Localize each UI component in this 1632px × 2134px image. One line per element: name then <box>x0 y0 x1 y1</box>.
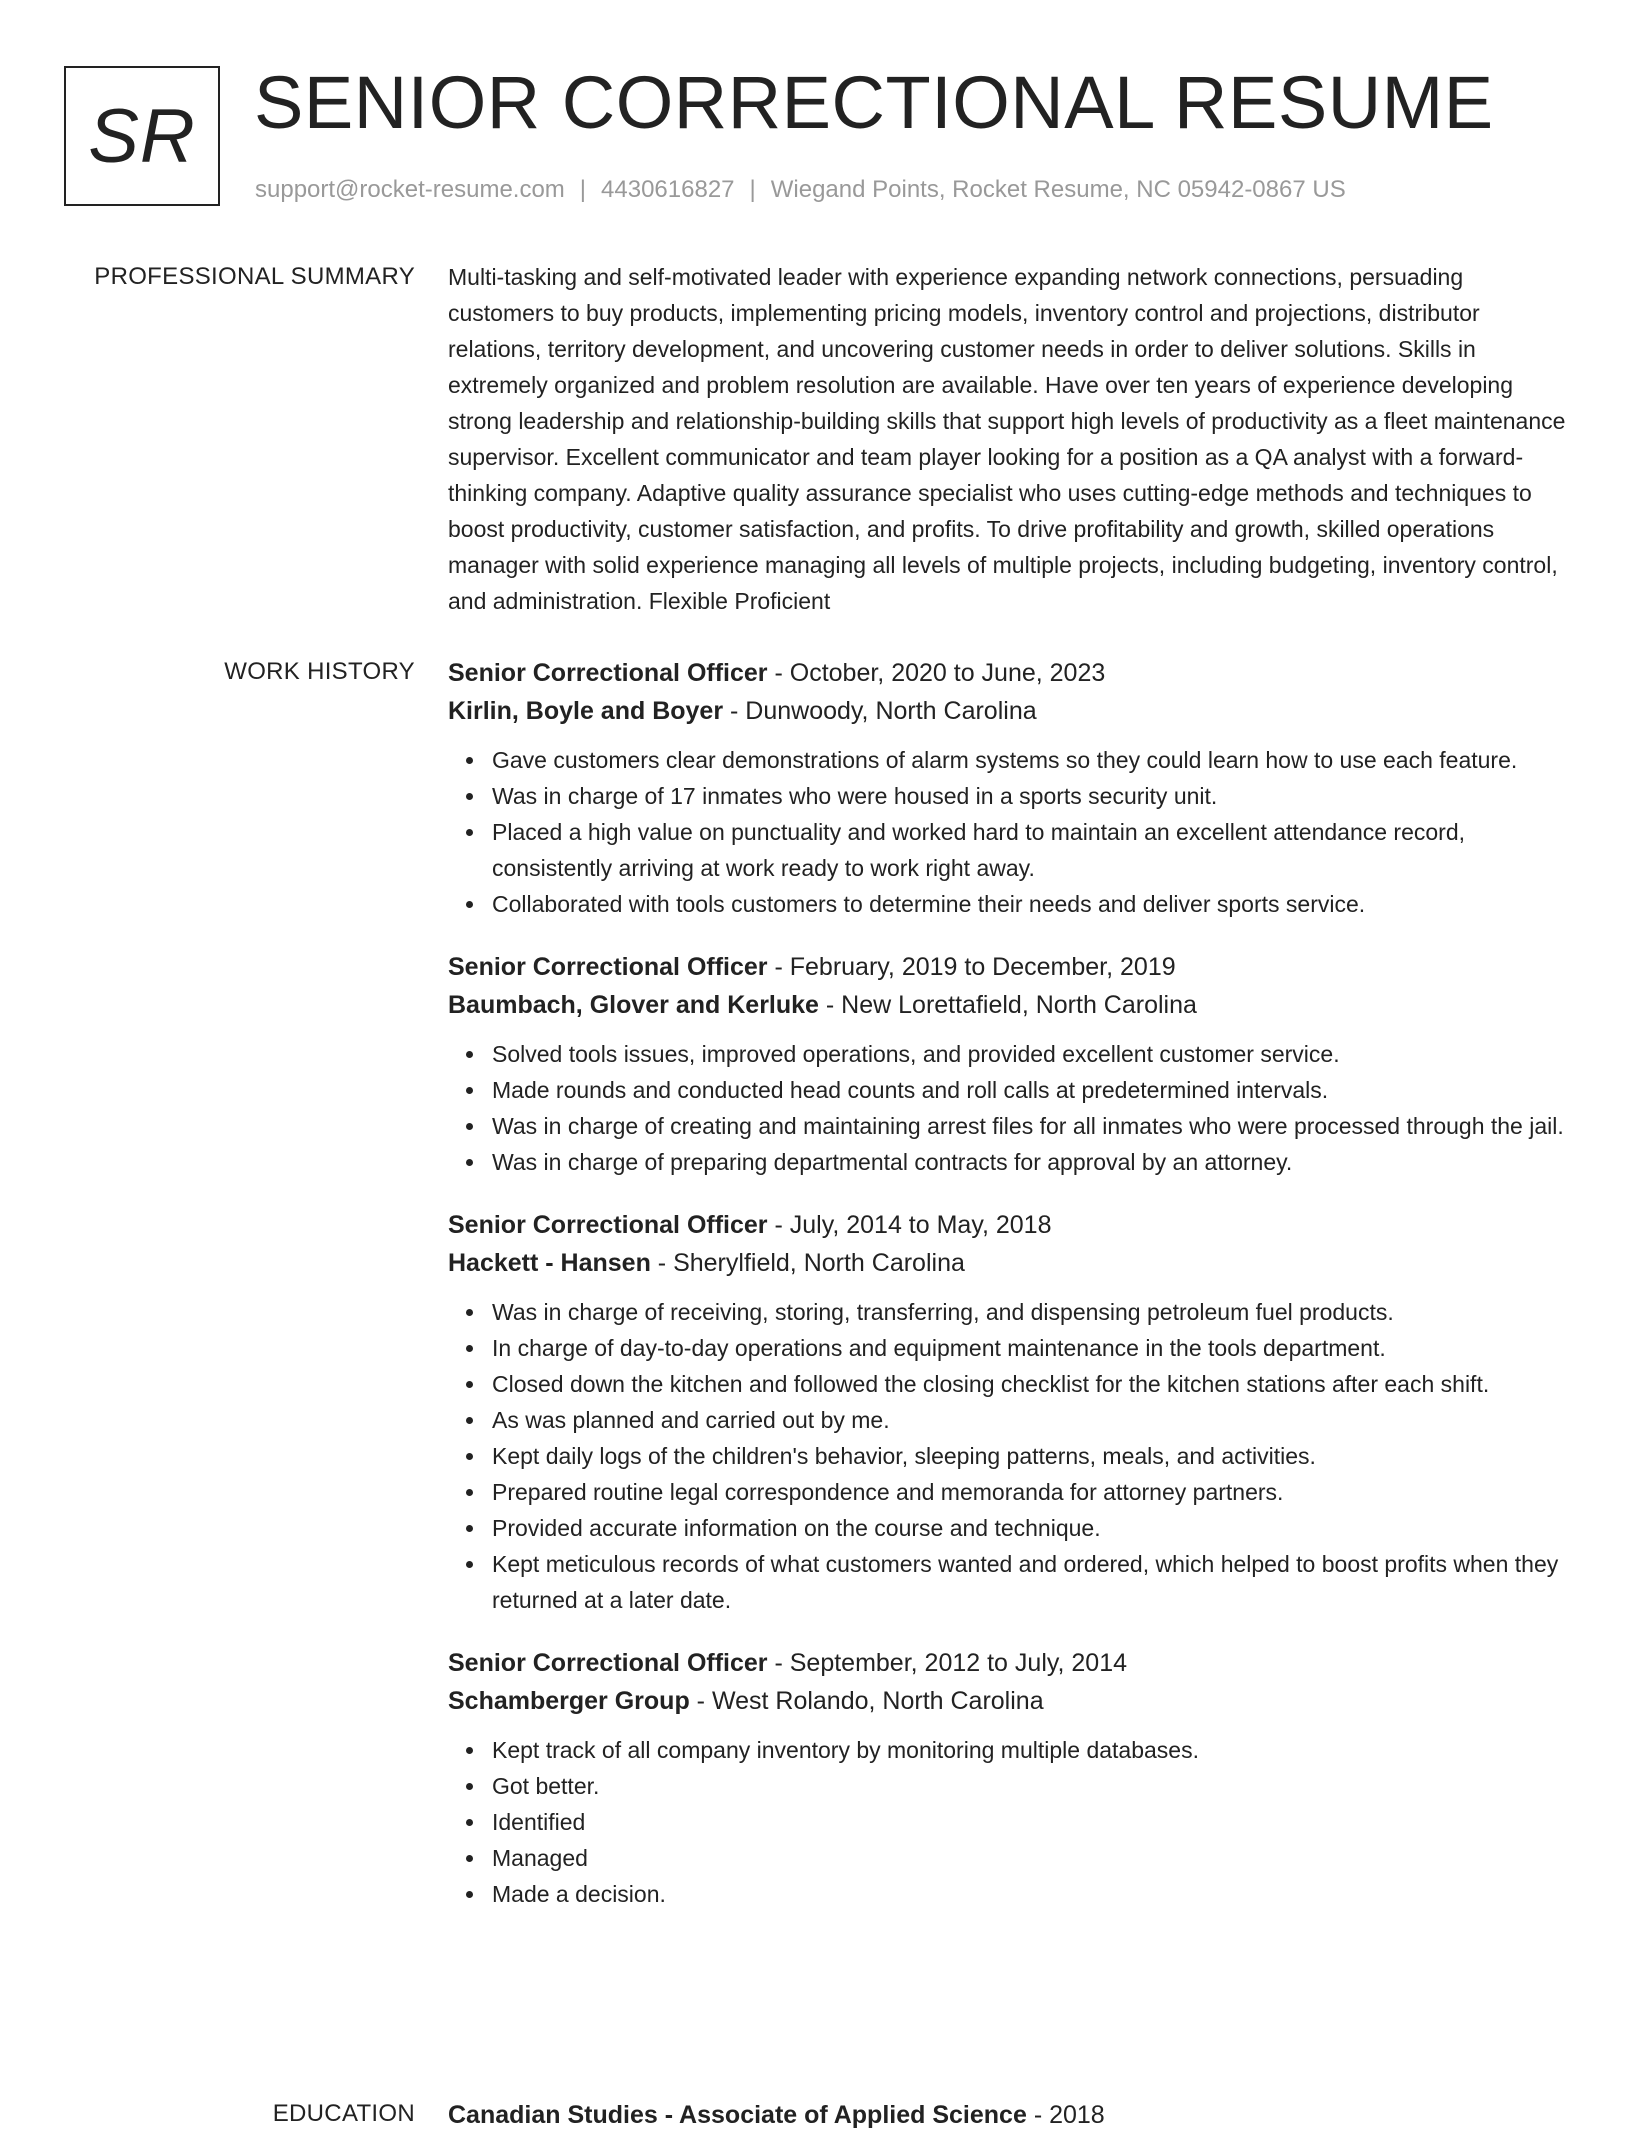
contact-address: Wiegand Points, Rocket Resume, NC 05942-0867 US <box>770 176 1346 203</box>
bullet-dot-icon <box>466 1525 473 1532</box>
education-degree: Canadian Studies - Associate of Applied Science <box>448 2101 1027 2129</box>
bullet-dot-icon <box>466 1747 473 1754</box>
job-bullet-text: As was planned and carried out by me. <box>492 1407 890 1433</box>
bullet-dot-icon <box>466 1381 473 1388</box>
work-history-list <box>448 654 1566 1938</box>
job-bullet-text: Made a decision. <box>492 1881 666 1907</box>
job-bullet-text: Kept meticulous records of what customers wanted and ordered, which helped to boost profits when they returned at a later date. <box>492 1551 1559 1613</box>
job-company: Hackett - Hansen <box>448 1249 651 1277</box>
job-bullet-item <box>492 1474 1566 1510</box>
job-bullet-item <box>492 1804 1566 1840</box>
job-bullet-text: Kept track of all company inventory by monitoring multiple databases. <box>492 1737 1199 1763</box>
job-bullet-text: Solved tools issues, improved operations, and provided excellent customer service. <box>492 1041 1340 1067</box>
job-entry <box>448 654 1566 922</box>
job-bullet-item <box>492 1732 1566 1768</box>
job-bullet-item <box>492 1402 1566 1438</box>
job-bullet-item <box>492 814 1566 886</box>
job-location: West Rolando, North Carolina <box>711 1687 1044 1715</box>
job-bullet-text: Was in charge of receiving, storing, transferring, and dispensing petroleum fuel products. <box>492 1299 1394 1325</box>
section-label-summary: PROFESSIONAL SUMMARY <box>94 263 415 290</box>
job-bullet-text: Identified <box>492 1809 586 1835</box>
job-bullet-list <box>448 742 1566 922</box>
bullet-dot-icon <box>466 1855 473 1862</box>
bullet-dot-icon <box>466 1309 473 1316</box>
job-bullet-item <box>492 1840 1566 1876</box>
job-bullet-text: Was in charge of 17 inmates who were housed in a sports security unit. <box>492 783 1218 809</box>
job-bullet-item <box>492 1072 1566 1108</box>
bullet-dot-icon <box>466 1783 473 1790</box>
job-bullet-item <box>492 778 1566 814</box>
job-bullet-text: Managed <box>492 1845 588 1871</box>
job-bullet-item <box>492 1108 1566 1144</box>
job-title-line: Senior Correctional Officer - February, 2019 to December, 2019 <box>448 953 1176 981</box>
job-bullet-text: Made rounds and conducted head counts and roll calls at predetermined intervals. <box>492 1077 1329 1103</box>
job-title: Senior Correctional Officer <box>448 1211 768 1239</box>
job-bullet-text: Placed a high value on punctuality and worked hard to maintain an excellent attendance record, consistently arriving at work ready to work right away. <box>492 819 1466 881</box>
contact-email[interactable]: support@rocket-resume.com <box>255 176 565 203</box>
job-dates: September, 2012 to July, 2014 <box>789 1649 1128 1677</box>
job-company-line: Kirlin, Boyle and Boyer - Dunwoody, North Carolina <box>448 697 1037 725</box>
job-bullet-item <box>492 1546 1566 1618</box>
page-title: SENIOR CORRECTIONAL RESUME <box>254 61 1494 144</box>
summary-body <box>448 259 1566 619</box>
job-bullet-item <box>492 1768 1566 1804</box>
job-company-line: Baumbach, Glover and Kerluke - New Lorettafield, North Carolina <box>448 991 1197 1019</box>
contact-line <box>255 172 1346 208</box>
job-bullet-text: Was in charge of creating and maintaining arrest files for all inmates who were processed through the jail. <box>492 1113 1564 1139</box>
bullet-dot-icon <box>466 1453 473 1460</box>
job-bullet-text: Gave customers clear demonstrations of alarm systems so they could learn how to use each feature. <box>492 747 1518 773</box>
section-label-work-history: WORK HISTORY <box>224 658 415 685</box>
bullet-dot-icon <box>466 901 473 908</box>
job-bullet-text: In charge of day-to-day operations and equipment maintenance in the tools department. <box>492 1335 1386 1361</box>
job-company-line: Hackett - Hansen - Sherylfield, North Carolina <box>448 1249 965 1277</box>
bullet-dot-icon <box>466 1891 473 1898</box>
bullet-dot-icon <box>466 1489 473 1496</box>
job-bullet-list <box>448 1036 1566 1180</box>
section-label-education: EDUCATION <box>272 2100 415 2127</box>
job-company: Schamberger Group <box>448 1687 690 1715</box>
job-company: Baumbach, Glover and Kerluke <box>448 991 819 1019</box>
job-dates: February, 2019 to December, 2019 <box>789 953 1176 981</box>
job-title: Senior Correctional Officer <box>448 1649 768 1677</box>
job-bullet-item <box>492 1144 1566 1180</box>
job-entry <box>448 948 1566 1180</box>
bullet-dot-icon <box>466 1087 473 1094</box>
job-location: Sherylfield, North Carolina <box>673 1249 965 1277</box>
job-bullet-list <box>448 1732 1566 1912</box>
job-bullet-text: Prepared routine legal correspondence and memoranda for attorney partners. <box>492 1479 1284 1505</box>
bullet-dot-icon <box>466 1051 473 1058</box>
education-dash: - <box>1033 2101 1043 2129</box>
bullet-dot-icon <box>466 757 473 764</box>
job-bullet-text: Kept daily logs of the children's behavior, sleeping patterns, meals, and activities. <box>492 1443 1316 1469</box>
bullet-dot-icon <box>466 1345 473 1352</box>
monogram-initials: SR <box>88 93 196 179</box>
job-company-line: Schamberger Group - West Rolando, North Carolina <box>448 1687 1044 1715</box>
job-title-line: Senior Correctional Officer - July, 2014 to May, 2018 <box>448 1211 1052 1239</box>
bullet-dot-icon <box>466 829 473 836</box>
job-bullet-item <box>492 1036 1566 1072</box>
job-bullet-item <box>492 1294 1566 1330</box>
contact-phone[interactable]: 4430616827 <box>601 176 735 203</box>
job-bullet-item <box>492 742 1566 778</box>
contact-separator: | <box>749 176 756 203</box>
education-entry <box>448 2096 1566 2134</box>
bullet-dot-icon <box>466 1123 473 1130</box>
job-bullet-text: Provided accurate information on the course and technique. <box>492 1515 1101 1541</box>
job-entry <box>448 1206 1566 1618</box>
job-bullet-item <box>492 1876 1566 1912</box>
bullet-dot-icon <box>466 1561 473 1568</box>
job-title-line: Senior Correctional Officer - September, 2012 to July, 2014 <box>448 1649 1128 1677</box>
education-body <box>448 2096 1566 2134</box>
job-bullet-text: Closed down the kitchen and followed the closing checklist for the kitchen stations after each shift. <box>492 1371 1490 1397</box>
job-bullet-item <box>492 886 1566 922</box>
job-bullet-list <box>448 1294 1566 1618</box>
job-bullet-text: Got better. <box>492 1773 600 1799</box>
bullet-dot-icon <box>466 1417 473 1424</box>
job-bullet-text: Collaborated with tools customers to determine their needs and deliver sports service. <box>492 891 1366 917</box>
monogram-badge <box>64 66 220 206</box>
bullet-dot-icon <box>466 1819 473 1826</box>
job-title-line: Senior Correctional Officer - October, 2020 to June, 2023 <box>448 659 1106 687</box>
job-company: Kirlin, Boyle and Boyer <box>448 697 724 725</box>
bullet-dot-icon <box>466 793 473 800</box>
job-title: Senior Correctional Officer <box>448 953 768 981</box>
contact-separator: | <box>579 176 587 203</box>
job-entry <box>448 1644 1566 1912</box>
job-title: Senior Correctional Officer <box>448 659 768 687</box>
job-bullet-text: Was in charge of preparing departmental contracts for approval by an attorney. <box>492 1149 1293 1175</box>
education-year: 2018 <box>1049 2101 1105 2129</box>
job-bullet-item <box>492 1366 1566 1402</box>
job-location: New Lorettafield, North Carolina <box>841 991 1197 1019</box>
job-bullet-item <box>492 1438 1566 1474</box>
summary-text: Multi-tasking and self-motivated leader with experience expanding network connections, persuading customers to buy products, implementing pricing models, inventory control and projections, distributor relations, territory development, and uncovering customer needs in order to deliver solutions. Skills in extremely organized and problem resolution are available. Have over ten years of experience developing strong leadership and relationship-building skills that support high levels of productivity as a fleet maintenance supervisor. Excellent communicator and team player looking for a position as a QA analyst with a forward-thinking company. Adaptive quality assurance specialist who uses cutting-edge methods and techniques to boost productivity, customer satisfaction, and profits. To drive profitability and growth, skilled operations manager with solid experience managing all levels of multiple projects, including budgeting, inventory control, and administration. Flexible Proficient <box>448 264 1566 614</box>
job-bullet-item <box>492 1330 1566 1366</box>
job-dates: October, 2020 to June, 2023 <box>789 659 1106 687</box>
job-location: Dunwoody, North Carolina <box>745 697 1037 725</box>
job-dates: July, 2014 to May, 2018 <box>789 1211 1052 1239</box>
job-bullet-item <box>492 1510 1566 1546</box>
bullet-dot-icon <box>466 1159 473 1166</box>
